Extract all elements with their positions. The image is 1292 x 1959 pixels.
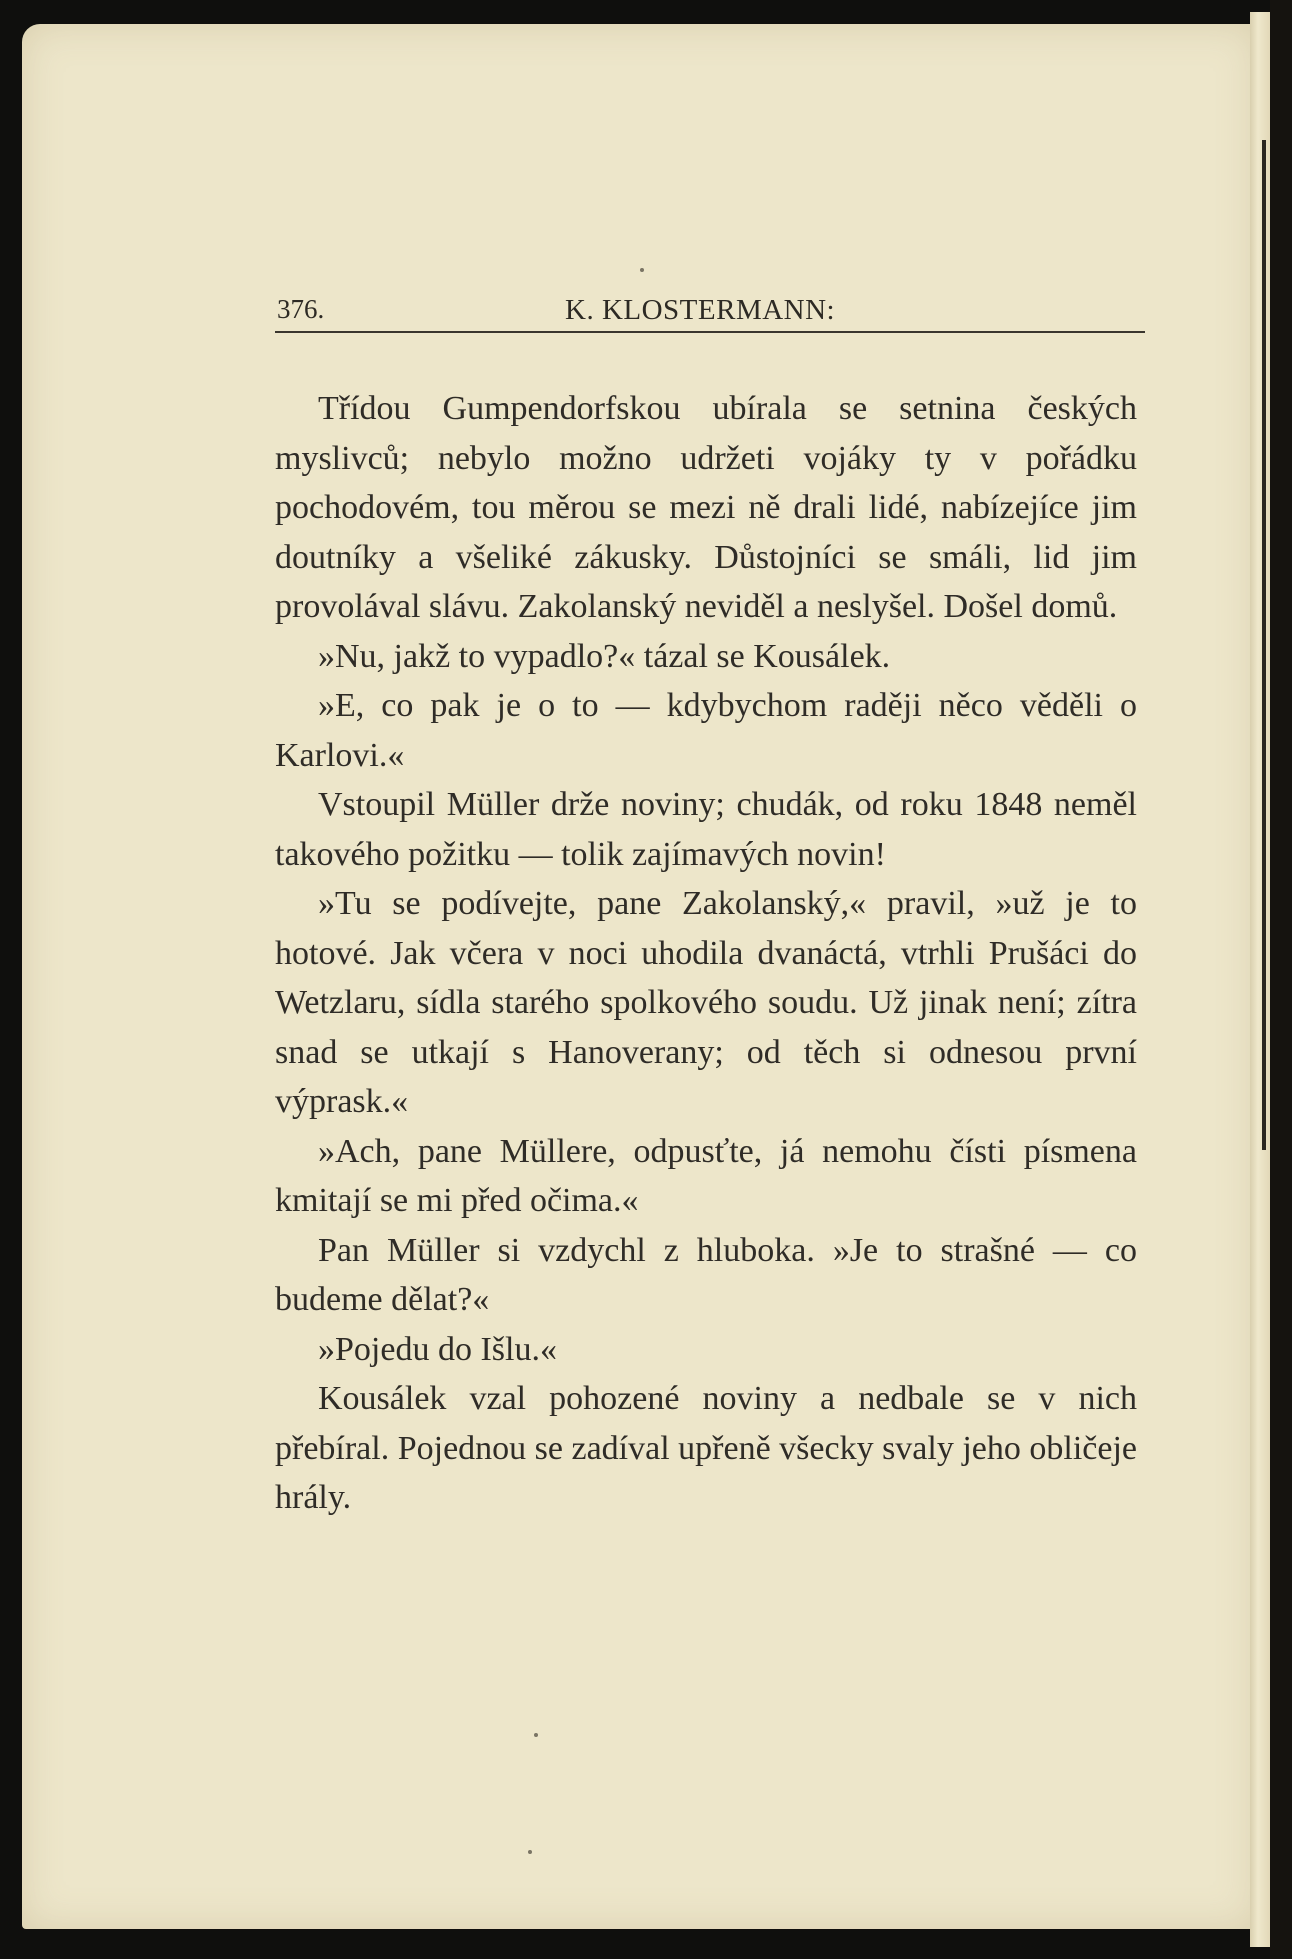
paragraph: Pan Müller si vzdychl z hluboka. »Je to strašné — co budeme dělat?« (275, 1231, 1137, 1318)
header-rule (275, 331, 1145, 333)
page-gutter (1250, 12, 1270, 1947)
body-text (275, 384, 1137, 1523)
paragraph: »Nu, jakž to vypadlo?« tázal se Kousálek. (318, 637, 891, 675)
paragraph: »E, co pak je o to — kdybychom raději něco věděli o Karlovi.« (275, 687, 1137, 774)
page-number: 376. (277, 294, 325, 324)
running-header (275, 288, 1145, 332)
paragraph: »Pojedu do Išlu.« (318, 1330, 557, 1368)
dust-speck (528, 1850, 532, 1854)
dust-speck (640, 268, 644, 272)
running-title: K. KLOSTERMANN: (565, 294, 836, 326)
paragraph: »Tu se podívejte, pane Zakolanský,« pravil, »už je to hotové. Jak včera v noci uhodila dvanáctá, vtrhli Prušáci do Wetzlaru, sídla starého spolkového soudu. Už jinak není; zítra snad se utkají s Hanoverany; od těch si odnesou první výprask.« (275, 885, 1137, 1120)
paragraph: Vstoupil Müller drže noviny; chudák, od roku 1848 neměl takového požitku — tolik zajímavých novin! (275, 786, 1137, 873)
paragraph: Třídou Gumpendorfskou ubírala se setnina českých myslivců; nebylo možno udržeti vojáky ty v pořádku pochodovém, tou měrou se mezi ně drali lidé, nabízejíce jim doutníky a všeliké zákusky. Důstojníci se smáli, lid jim provolával slávu. Zakolanský neviděl a neslyšel. Došel domů. (275, 390, 1137, 625)
dust-speck (534, 1733, 538, 1737)
paragraph: »Ach, pane Müllere, odpusťte, já nemohu čísti písmena kmitají se mi před očima.« (275, 1132, 1137, 1219)
paragraph: Kousálek vzal pohozené noviny a nedbale se v nich přebíral. Pojednou se zadíval upřeně všecky svaly jeho obličeje hrály. (275, 1380, 1137, 1516)
binding-shadow (1262, 140, 1266, 1150)
scan-edge (1270, 0, 1292, 1959)
